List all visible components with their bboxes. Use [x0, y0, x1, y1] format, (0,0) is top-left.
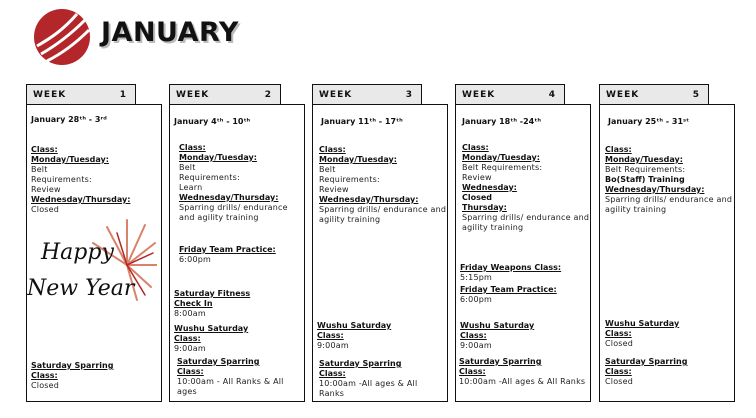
sat-sparring-heading: Saturday Sparring Class: — [319, 359, 402, 378]
fri-practice-time: 6:00pm — [179, 255, 212, 264]
week-label: WEEK — [606, 90, 640, 100]
week-tab-5 — [599, 84, 709, 105]
wushu-time: 9:00am — [317, 341, 349, 350]
saturday-sparring-block — [605, 357, 733, 387]
week-label: WEEK — [176, 90, 210, 100]
wed-heading: Wednesday: — [462, 183, 517, 192]
mon-tue-bold-text: Bo(Staff) Training — [605, 175, 685, 184]
logo-icon — [33, 8, 91, 66]
wushu-heading: Wushu Saturday Class: — [605, 319, 680, 338]
sat-sparring-heading: Saturday Sparring Class: — [459, 357, 542, 376]
class-block — [179, 143, 303, 223]
wushu-time: 9:00am — [460, 341, 492, 350]
wed-thu-text: Sparring drills/ endurance and agility training — [179, 203, 288, 222]
mon-tue-heading: Monday/Tuesday: — [319, 155, 397, 164]
week-number: 4 — [548, 90, 556, 100]
wed-thu-heading: Wednesday/Thursday: — [31, 195, 131, 204]
week-tab-4 — [455, 84, 565, 105]
friday-practice-block — [460, 285, 588, 305]
wushu-heading: Wushu Saturday Class: — [174, 324, 249, 343]
wed-thu-heading: Wednesday/Thursday: — [179, 193, 279, 202]
fri-weapons-time: 5:15pm — [460, 273, 493, 282]
saturday-sparring-block — [31, 361, 159, 391]
fri-practice-time: 6:00pm — [460, 295, 493, 304]
mon-tue-text: Belt Requirements: Learn — [179, 163, 240, 192]
week-tab-3 — [312, 84, 422, 105]
page-title: JANUARY — [101, 17, 239, 48]
happy-new-year-graphic — [27, 215, 157, 325]
week-dates: January 28ᵗʰ - 3ʳᵈ — [31, 115, 107, 124]
wed-thu-heading: Wednesday/Thursday: — [319, 195, 419, 204]
week-tab-1 — [26, 84, 136, 105]
wed-thu-heading: Wednesday/Thursday: — [605, 185, 705, 194]
wed-thu-text: Sparring drills/ endurance and agility training — [605, 195, 733, 214]
fitness-heading: Saturday Fitness Check In — [174, 289, 251, 308]
class-heading: Class: — [462, 143, 489, 152]
fri-weapons-heading: Friday Weapons Class: — [460, 263, 562, 272]
week-label: WEEK — [319, 90, 353, 100]
mon-tue-text: Belt Requirements: Review — [319, 165, 380, 194]
wushu-heading: Wushu Saturday Class: — [317, 321, 392, 340]
week-label: WEEK — [462, 90, 496, 100]
fri-practice-heading: Friday Team Practice: — [179, 245, 276, 254]
sat-sparring-time: 10:00am -All ages & All Ranks — [319, 379, 418, 398]
week-label: WEEK — [33, 90, 67, 100]
week-box-2 — [169, 104, 305, 402]
sat-sparring-time: 10:00am -All ages & All Ranks — [459, 377, 586, 386]
sat-sparring-heading: Saturday Sparring Class: — [31, 361, 114, 380]
week-dates: January 11ᵗʰ - 17ᵗʰ — [321, 117, 403, 126]
week-dates: January 18ᵗʰ -24ᵗʰ — [462, 117, 541, 126]
sat-sparring-time: 10:00am - All Ranks & All ages — [177, 377, 284, 396]
class-heading: Class: — [31, 145, 58, 154]
class-heading: Class: — [319, 145, 346, 154]
week-number: 2 — [264, 90, 272, 100]
wushu-heading: Wushu Saturday Class: — [460, 321, 535, 340]
wushu-block — [460, 321, 588, 351]
fitness-check-block — [174, 289, 302, 319]
fitness-time: 8:00am — [174, 309, 206, 318]
week-number: 5 — [692, 90, 700, 100]
class-heading: Class: — [605, 145, 632, 154]
friday-practice-block — [179, 245, 303, 265]
week-box-4 — [455, 104, 591, 402]
week-number: 3 — [405, 90, 413, 100]
class-block — [319, 145, 447, 225]
sat-sparring-time: Closed — [31, 381, 60, 390]
wed-thu-text: Sparring drills/ endurance and agility training — [319, 205, 447, 224]
mon-tue-heading: Monday/Tuesday: — [605, 155, 683, 164]
week-box-1 — [26, 104, 162, 402]
fri-practice-heading: Friday Team Practice: — [460, 285, 557, 294]
wushu-block — [605, 319, 733, 349]
sat-sparring-time: Closed — [605, 377, 634, 386]
wushu-time: Closed — [605, 339, 634, 348]
class-heading: Class: — [179, 143, 206, 152]
mon-tue-text: Belt Requirements: Review — [462, 163, 543, 182]
saturday-sparring-block — [459, 357, 588, 387]
week-number: 1 — [119, 90, 127, 100]
new-year-text: New Year — [27, 276, 135, 301]
mon-tue-heading: Monday/Tuesday: — [31, 155, 109, 164]
thu-heading: Thursday: — [462, 203, 507, 212]
mon-tue-heading: Monday/Tuesday: — [462, 153, 540, 162]
thu-text: Sparring drills/ endurance and agility training — [462, 213, 590, 232]
sat-sparring-heading: Saturday Sparring Class: — [177, 357, 260, 376]
mon-tue-text: Belt Requirements: — [605, 165, 686, 174]
saturday-sparring-block — [319, 359, 445, 399]
week-dates: January 4ᵗʰ - 10ᵗʰ — [174, 117, 251, 126]
wushu-time: 9:00am — [174, 344, 206, 353]
wushu-block — [317, 321, 445, 351]
class-block — [31, 145, 159, 215]
friday-weapons-block — [460, 263, 588, 283]
week-dates: January 25ᵗʰ - 31ˢᵗ — [608, 117, 690, 126]
week-box-5 — [599, 104, 735, 402]
happy-text: Happy — [41, 240, 114, 265]
week-box-3 — [312, 104, 448, 402]
mon-tue-heading: Monday/Tuesday: — [179, 153, 257, 162]
wed-thu-text: Closed — [31, 205, 60, 214]
wed-text: Closed — [462, 193, 493, 202]
class-block — [462, 143, 590, 233]
class-block — [605, 145, 733, 215]
sat-sparring-heading: Saturday Sparring Class: — [605, 357, 688, 376]
saturday-sparring-block — [177, 357, 302, 397]
week-tab-2 — [169, 84, 281, 105]
wushu-block — [174, 324, 302, 354]
mon-tue-text: Belt Requirements: Review — [31, 165, 92, 194]
